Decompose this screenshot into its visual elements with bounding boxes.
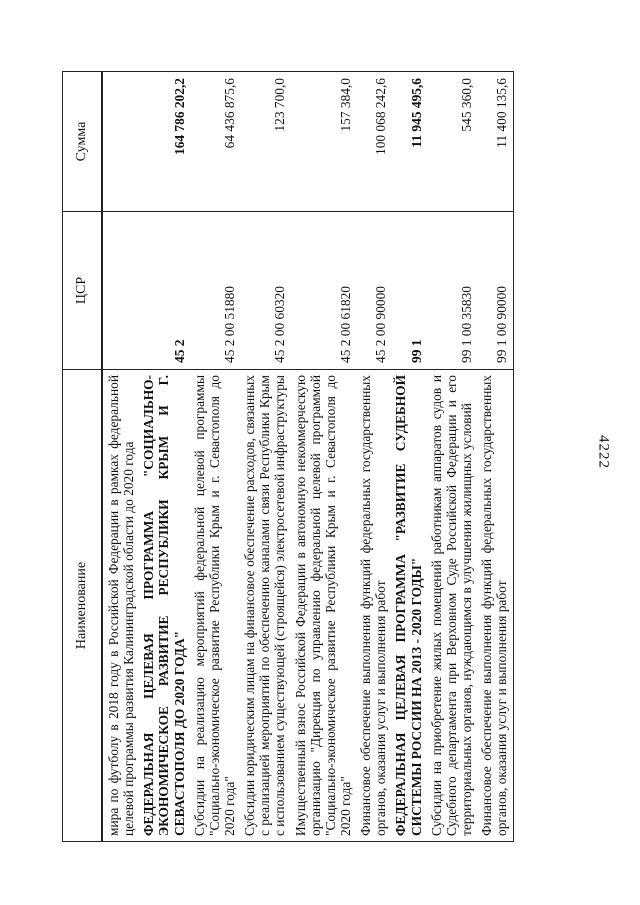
row-name: Имущественный взнос Российской Федерации в автономную некоммерческую организацию "Дирекция по управлению федеральной целевой программой "Социально-экономическое развитие Республики Крым и г. Севастополя до 2020 года": [291, 370, 357, 842]
row-sum: 164 786 202,2: [139, 72, 189, 212]
row-code: 45 2 00 61820: [291, 212, 357, 370]
table-row: [391, 72, 426, 842]
row-code: 45 2 00 51880: [190, 212, 240, 370]
row-name: Субсидии юридическим лицам на финансовое обеспечение расходов, связанных с реализацией мероприятий по обеспечению каналами связи Республики Крым с использованием существующей (строящейся) электросетевой инфраструктуры: [240, 370, 290, 842]
row-sum: 100 068 242,6: [356, 72, 391, 212]
row-name: Финансовое обеспечение выполнения функций федеральных государственных органов, оказания услуг и выполнения работ: [477, 370, 514, 842]
table-row: [356, 72, 391, 842]
table-row: [477, 72, 514, 842]
row-code: 45 2 00 60320: [240, 212, 290, 370]
row-name: Субсидии на реализацию мероприятий федеральной целевой программы "Социально-экономическое развитие Республики Крым и г. Севастополя до 2020 года": [190, 370, 240, 842]
row-sum: 157 384,0: [291, 72, 357, 212]
row-name: Субсидии на приобретение жилых помещений работникам аппаратов судов и Судебного департамента при Верховном Суде Российской Федерации и его территориальных органов, нуждающимся в улучшении жилищных условий: [427, 370, 477, 842]
row-sum: 123 700,0: [240, 72, 290, 212]
row-code: [102, 212, 139, 370]
budget-table-container: [62, 72, 580, 842]
budget-table: [62, 71, 514, 842]
row-name: ФЕДЕРАЛЬНАЯ ЦЕЛЕВАЯ ПРОГРАММА "СОЦИАЛЬНО-ЭКОНОМИЧЕСКОЕ РАЗВИТИЕ РЕСПУБЛИКИ КРЫМ И Г. СЕВАСТОПОЛЯ ДО 2020 ГОДА": [139, 370, 189, 842]
header-sum: Сумма: [63, 72, 103, 212]
row-code: 99 1 00 35830: [427, 212, 477, 370]
header-code: ЦСР: [63, 212, 103, 370]
row-sum: 11 945 495,6: [391, 72, 426, 212]
page-number: 4222: [595, 435, 612, 469]
header-name: Наименование: [63, 370, 103, 842]
row-code: 45 2: [139, 212, 189, 370]
table-row: [291, 72, 357, 842]
row-code: 45 2 00 90000: [356, 212, 391, 370]
table-row: [139, 72, 189, 842]
table-row: [240, 72, 290, 842]
row-code: 99 1: [391, 212, 426, 370]
row-sum: 545 360,0: [427, 72, 477, 212]
table-row: [427, 72, 477, 842]
row-name: Финансовое обеспечение выполнения функций федеральных государственных органов, оказания услуг и выполнения работ: [356, 370, 391, 842]
row-name: мира по футболу в 2018 году в Российской Федерации в рамках федеральной целевой программы развития Калининградской области до 2020 года: [102, 370, 139, 842]
table-row: [102, 72, 139, 842]
table-row: [190, 72, 240, 842]
row-name: ФЕДЕРАЛЬНАЯ ЦЕЛЕВАЯ ПРОГРАММА "РАЗВИТИЕ СУДЕБНОЙ СИСТЕМЫ РОССИИ НА 2013 - 2020 ГОДЫ": [391, 370, 426, 842]
table-header-row: [63, 72, 103, 842]
row-sum: [102, 72, 139, 212]
row-code: 99 1 00 90000: [477, 212, 514, 370]
row-sum: 64 436 875,6: [190, 72, 240, 212]
row-sum: 11 400 135,6: [477, 72, 514, 212]
